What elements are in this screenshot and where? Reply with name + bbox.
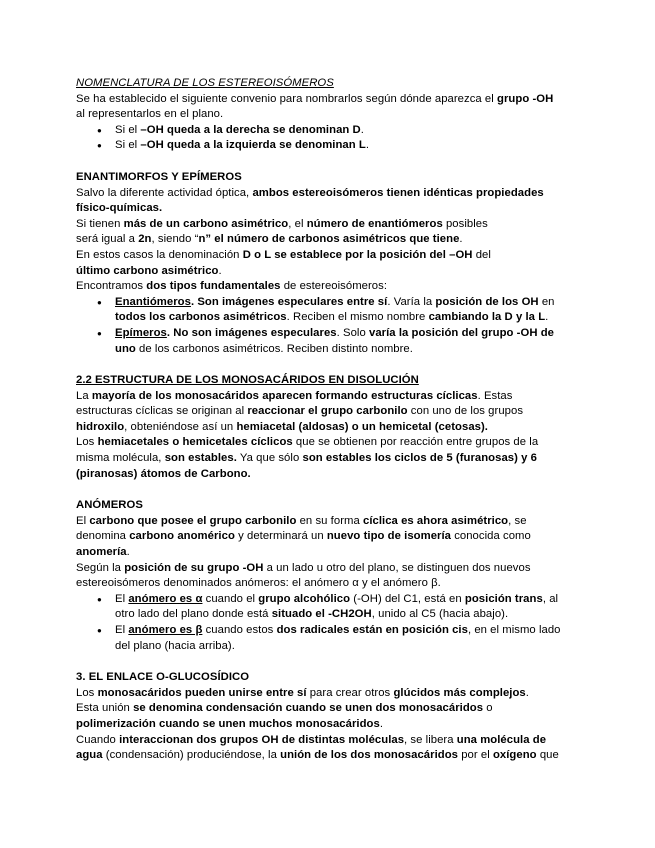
bullet-list [76,592,583,654]
paragraph-line: será igual a 2n, siendo “n” el número de carbonos asimétricos que tiene. [76,233,463,246]
list-item: ● Si el –OH queda a la derecha se denominan D. [76,123,583,139]
section-title-estructura: 2.2 ESTRUCTURA DE LOS MONOSACÁRIDOS EN DISOLUCIÓN [76,374,419,387]
paragraph-line: En estos casos la denominación D o L se establece por la posición del –OH del [76,248,491,261]
list-item: ● Si el –OH queda a la izquierda se denominan L. [76,138,583,154]
paragraph-line: polimerización cuando se unen muchos monosacáridos. [76,717,384,730]
paragraph-line: El carbono que posee el grupo carbonilo en su forma cíclica es ahora asimétrico, se [76,514,527,527]
paragraph-line: Cuando interaccionan dos grupos OH de distintas moléculas, se libera una molécula de [76,733,547,746]
list-item: ● El anómero es β cuando estos dos radicales están en posición cis, en el mismo lado del plano (hacia arriba). [76,623,583,654]
paragraph-line: agua (condensación) produciéndose, la unión de los dos monosacáridos por el oxígeno que [76,749,559,762]
section-title-anomeros: ANÓMEROS [76,499,143,512]
paragraph-line: denomina carbono anomérico y determinará un nuevo tipo de isomería conocida como [76,530,531,543]
paragraph-line: Salvo la diferente actividad óptica, ambos estereoisómeros tienen idénticas propiedades [76,186,544,199]
paragraph-line: estructuras cíclicas se originan al reaccionar el grupo carbonilo con uno de los grupos [76,405,524,418]
list-item: ● Enantiómeros. Son imágenes especulares entre sí. Varía la posición de los OH en todos los carbonos asimétricos. Reciben el mismo nombre cambiando la D y la L. [76,295,583,326]
paragraph-line: La mayoría de los monosacáridos aparecen formando estructuras cíclicas. Estas [76,389,513,402]
list-item: ● El anómero es α cuando el grupo alcohólico (-OH) del C1, está en posición trans, al otro lado del plano donde está situado el -CH2OH, unido al C5 (hacia abajo). [76,592,583,623]
paragraph-line: físico-químicas. [76,202,163,215]
paragraph-line: estereoisómeros denominados anómeros: el anómero α y el anómero β. [76,577,441,590]
paragraph-line: Según la posición de su grupo -OH a un lado u otro del plano, se distinguen dos nuevos [76,561,531,574]
list-item: ● Epímeros. No son imágenes especulares. Solo varía la posición del grupo -OH de uno de los carbonos asimétricos. Reciben distinto nombre. [76,326,583,357]
bullet-list [76,295,583,357]
paragraph-line: hidroxilo, obteniéndose así un hemiacetal (aldosas) o un hemicetal (cetosas). [76,420,488,433]
section-title-enlace: 3. EL ENLACE O-GLUCOSÍDICO [76,671,250,684]
bullet-list [76,123,583,154]
section-title-enantimorfos: ENANTIMORFOS Y EPÍMEROS [76,170,242,183]
paragraph-line: Los hemiacetales o hemicetales cíclicos que se obtienen por reacción entre grupos de la [76,436,539,449]
paragraph-line: (piranosas) átomos de Carbono. [76,467,251,480]
paragraph-line: Los monosacáridos pueden unirse entre sí para crear otros glúcidos más complejos. [76,686,529,699]
section-title-nomenclatura: NOMENCLATURA DE LOS ESTEREOISÓMEROS [76,77,334,89]
paragraph-line: misma molécula, son estables. Ya que sólo son estables los ciclos de 5 (furanosas) y 6 [76,452,537,465]
paragraph-line: al representarlos en el plano. [76,108,224,121]
paragraph-line: último carbono asimétrico. [76,264,222,277]
paragraph-line: Encontramos dos tipos fundamentales de estereoisómeros: [76,280,388,293]
paragraph-line: Si tienen más de un carbono asimétrico, el número de enantiómeros posibles [76,217,488,230]
paragraph-line: anomería. [76,546,130,559]
paragraph-line: Esta unión se denomina condensación cuando se unen dos monosacáridos o [76,702,493,715]
paragraph-line: Se ha establecido el siguiente convenio para nombrarlos según dónde aparezca el grupo -OH [76,92,554,105]
